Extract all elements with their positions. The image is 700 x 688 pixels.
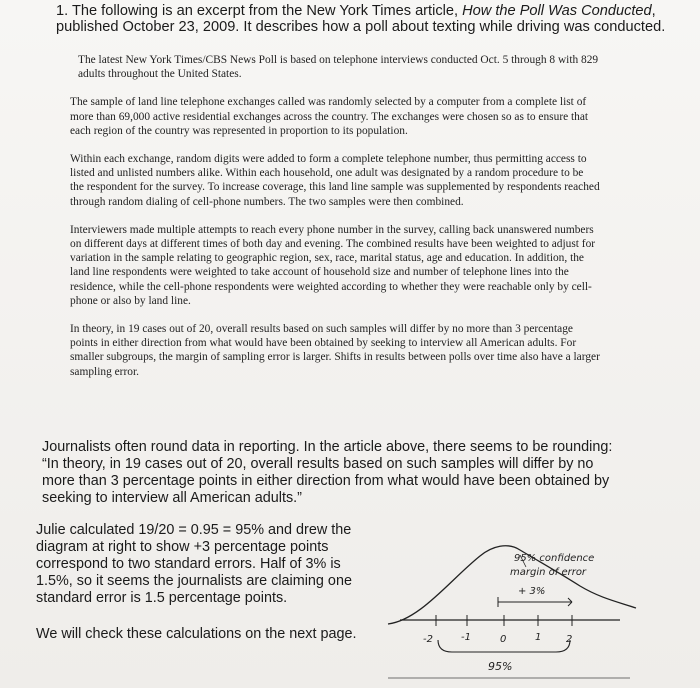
bell-curve [388, 546, 636, 624]
excerpt-paragraph: The latest New York Times/CBS News Poll is based on telephone interviews conducted Oct. 5 through 8 with 829 adults throughout the United States. [78, 54, 599, 81]
plus-three-label: + 3% [518, 586, 546, 597]
bracket-percent-label: 95% [488, 660, 513, 673]
question-heading [56, 4, 666, 35]
normal-curve-diagram [380, 520, 680, 688]
tick-label: -2 [423, 634, 433, 645]
question-intro: The following is an excerpt from the New York Times article, [71, 3, 463, 19]
question-intro-tail: , published October 23, 2009. It describes how a poll about texting while driving was conducted. [56, 3, 666, 35]
tick-label: -1 [461, 632, 471, 643]
tick-label: 1 [535, 632, 542, 643]
excerpt-paragraph: Interviewers made multiple attempts to reach every phone number in the survey, calling back unanswered numbers on different days at different times of both day and evening. The combined results have been weighted to adjust for variation in the sample relating to geographic region, sex, race, marital status, age and education. In addition, the land line respondents were weighted to take account of household size and number of telephone lines into the residence, while the cell-phone respondents were weighted according to whether they were reachable only by cell-phone or also by land line. [70, 223, 596, 307]
excerpt-paragraph: The sample of land line telephone exchanges called was randomly selected by a computer from a complete list of more than 69,000 active residential exchanges across the country. The exchanges were chosen so as to ensure that each region of the country was represented in proportion to its population. [70, 96, 589, 137]
confidence-note: 95% confidence [514, 553, 595, 564]
julie-explanation: Julie calculated 19/20 = 0.95 = 95% and drew the diagram at right to show +3 percentage points correspond to two standard errors. Half of 3% is 1.5%, so it seems the journalists are claiming one standard error is 1.5 percentage points. [36, 522, 352, 606]
tick-label: 0 [500, 634, 507, 645]
article-excerpt [70, 53, 600, 393]
excerpt-paragraph: In theory, in 19 cases out of 20, overall results based on such samples will differ by no more than 3 percentage points in either direction from what would have been obtained by seeking to interview all American adults. For smaller subgroups, the margin of sampling error is larger. Shifts in results between polls over time also have a larger sampling error. [70, 323, 600, 378]
excerpt-paragraph: Within each exchange, random digits were added to form a complete telephone number, thus permitting access to listed and unlisted numbers alike. Within each household, one adult was designated by a random procedure to be the respondent for the survey. To increase coverage, this land line sample was supplemented by respondents reached through random dialing of cell-phone numbers. The two samples were then combined. [70, 153, 600, 208]
article-title: How the Poll Was Conducted [462, 3, 652, 19]
commentary-text: Journalists often round data in reporting. In the article above, there seems to be rounding: “In theory, in 19 cases out of 20, overall results based on such samples will differ by no more than 3 percentage points in either direction from what would have been obtained by seeking to interview all American adults.” [42, 439, 613, 506]
margin-note: margin of error [510, 567, 587, 578]
tick-label: 2 [566, 634, 573, 645]
question-number: 1. [56, 3, 69, 19]
next-page-note: We will check these calculations on the next page. [36, 626, 357, 642]
